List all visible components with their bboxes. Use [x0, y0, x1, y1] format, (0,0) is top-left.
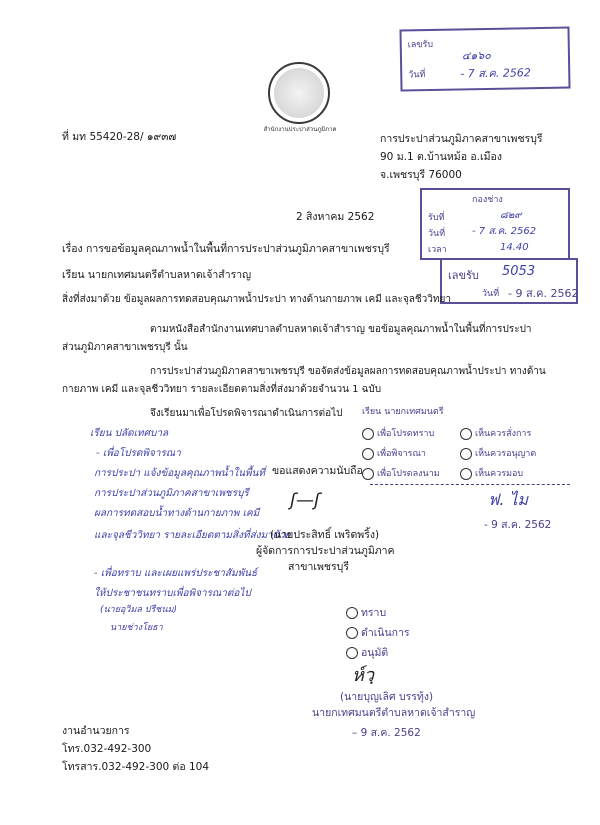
paragraph2-line1: การประปาส่วนภูมิภาคสาขาเพชรบุรี ขอจัดส่งข้อมูลผลการทดสอบคุณภาพน้ำประปา ทางด้าน: [150, 366, 546, 377]
sender-address-line2: จ.เพชรบุรี 76000: [380, 169, 462, 181]
organization-seal: [268, 62, 330, 124]
receive-stamp-date: - 7 ส.ค. 2562: [460, 66, 531, 81]
routing-option-4: เห็นควรอนุญาต: [475, 449, 537, 459]
routing-signature: ฟ. ไม: [488, 490, 529, 509]
checkbox-icon: [460, 428, 472, 440]
office-stamp-label: เลขรับ: [448, 269, 479, 282]
paragraph1-line1: ตามหนังสือสำนักงานเทศบาลตำบลหาดเจ้าสำราญ ขอข้อมูลคุณภาพน้ำในพื้นที่การประปา: [150, 324, 532, 335]
routing-date: - 9 ส.ค. 2562: [484, 519, 552, 531]
final-title: นายกเทศมนตรีตำบลหาดเจ้าสำราญ: [312, 707, 476, 719]
letter-date: 2 สิงหาคม 2562: [296, 211, 375, 223]
routing-option-1: เพื่อโปรดทราบ: [377, 429, 435, 439]
handwriting-line1: เรียน ปลัดเทศบาล: [90, 428, 169, 439]
receive-stamp: [399, 27, 570, 92]
routing-option-5: เพื่อโปรดลงนาม: [377, 469, 440, 479]
paragraph1-line2: ส่วนภูมิภาคสาขาเพชรบุรี นั้น: [62, 342, 188, 353]
letter-enclosure: สิ่งที่ส่งมาด้วย ข้อมูลผลการทดสอบคุณภาพน้ำประปา ทางด้านกายภาพ เคมี และจุลชีววิทยา: [62, 294, 451, 305]
handwriting-line8: ให้ประชาชนทราบเพื่อพิจารณาต่อไป: [94, 588, 251, 599]
routing-option-3: เพื่อพิจารณา: [377, 449, 426, 459]
checkbox-icon: [362, 448, 374, 460]
handwriting-line3: การประปา แจ้งข้อมูลคุณภาพน้ำในพื้นที่: [94, 468, 265, 479]
checkbox-icon: [460, 468, 472, 480]
division-stamp: [420, 188, 570, 260]
office-stamp-label-date: วันที่: [482, 289, 500, 299]
division-stamp-title: กองช่าง: [472, 195, 503, 205]
routing-to: เรียน นายกเทศมนตรี: [362, 407, 444, 417]
division-stamp-label1: รับที่: [428, 213, 445, 223]
office-stamp-date: - 9 ส.ค. 2562: [508, 287, 579, 300]
office-stamp-number: 5053: [502, 264, 536, 279]
routing-option-6: เห็นควรมอบ: [475, 469, 524, 479]
signer-title-line2: สาขาเพชรบุรี: [288, 561, 349, 573]
routing-divider: [370, 484, 570, 485]
contact-department: งานอำนวยการ: [62, 725, 130, 737]
division-stamp-value2: - 7 ส.ค. 2562: [472, 226, 537, 237]
sender-address-line1: 90 ม.1 ต.บ้านหม้อ อ.เมือง: [380, 151, 502, 163]
handwriting-line4: การประปาส่วนภูมิภาคสาขาเพชรบุรี: [94, 488, 249, 499]
checkbox-icon: [346, 607, 358, 619]
division-stamp-value3: 14.40: [500, 242, 529, 253]
seal-caption: สำนักงานประปาส่วนภูมิภาค: [263, 126, 337, 133]
handwriting-line6: และจุลชีววิทยา รายละเอียดตามสิ่งที่ส่งมาด้วย: [94, 530, 291, 541]
letter-subject: เรื่อง การขอข้อมูลคุณภาพน้ำในพื้นที่การประปาส่วนภูมิภาคสาขาเพชรบุรี: [62, 243, 390, 255]
closing-request: จึงเรียนมาเพื่อโปรดพิจารณาดำเนินการต่อไป: [150, 408, 343, 419]
final-signer: (นายบุญเลิศ บรรทุ้ง): [340, 691, 434, 703]
checkbox-icon: [460, 448, 472, 460]
sender-organization: การประปาส่วนภูมิภาคสาขาเพชรบุรี: [380, 133, 543, 145]
handwriting-line2: - เพื่อโปรดพิจารณา: [96, 448, 181, 459]
routing-stamp: [356, 404, 568, 494]
checkbox-icon: [362, 428, 374, 440]
division-stamp-label2: วันที่: [428, 229, 446, 239]
paragraph2-line2: กายภาพ เคมี และจุลชีววิทยา รายละเอียดตามสิ่งที่ส่งมาด้วยจำนวน 1 ฉบับ: [62, 384, 382, 395]
signer-name: (นายประสิทธิ์ เพริดพริ้ง): [270, 529, 380, 541]
contact-fax: โทรสาร.032-492-300 ต่อ 104: [62, 761, 210, 773]
regards: ขอแสดงความนับถือ: [272, 465, 363, 477]
letter-recipient: เรียน นายกเทศมนตรีตำบลหาดเจ้าสำราญ: [62, 269, 252, 281]
checkbox-icon: [346, 627, 358, 639]
final-date: – 9 ส.ค. 2562: [352, 727, 421, 739]
final-option-3: อนุมัติ: [361, 647, 389, 659]
office-receive-stamp: [440, 258, 578, 304]
checkbox-icon: [346, 647, 358, 659]
routing-option-2: เห็นควรสั่งการ: [475, 429, 532, 439]
signer-title-line1: ผู้จัดการการประปาส่วนภูมิภาค: [256, 545, 395, 557]
document-number: ที่ มท 55420-28/ ๑๙๓๗: [62, 131, 177, 143]
handwriting-line5: ผลการทดสอบน้ำทางด้านกายภาพ เคมี: [94, 508, 260, 519]
receive-stamp-number: ๔๑๖๐: [461, 48, 492, 63]
final-option-2: ดำเนินการ: [361, 627, 410, 639]
handwriting-signer: (นายอุวิมล ปรีชนม): [100, 605, 178, 615]
checkbox-icon: [362, 468, 374, 480]
final-signature: ห์วฺ: [352, 665, 374, 686]
contact-phone: โทร.032-492-300: [62, 743, 152, 755]
receive-stamp-label-date: วันที่: [408, 70, 426, 81]
division-stamp-value1: ๘๒๙: [500, 210, 522, 221]
handwriting-signer-title: นายช่างโยธา: [110, 623, 163, 633]
receive-stamp-label-number: เลขรับ: [407, 39, 434, 51]
division-stamp-label3: เวลา: [428, 245, 447, 255]
handwriting-line7: - เพื่อทราบ และเผยแพร่ประชาสัมพันธ์: [94, 568, 258, 579]
final-option-1: ทราบ: [361, 607, 387, 619]
signature-mark: ʃ—ʃ: [290, 490, 321, 511]
